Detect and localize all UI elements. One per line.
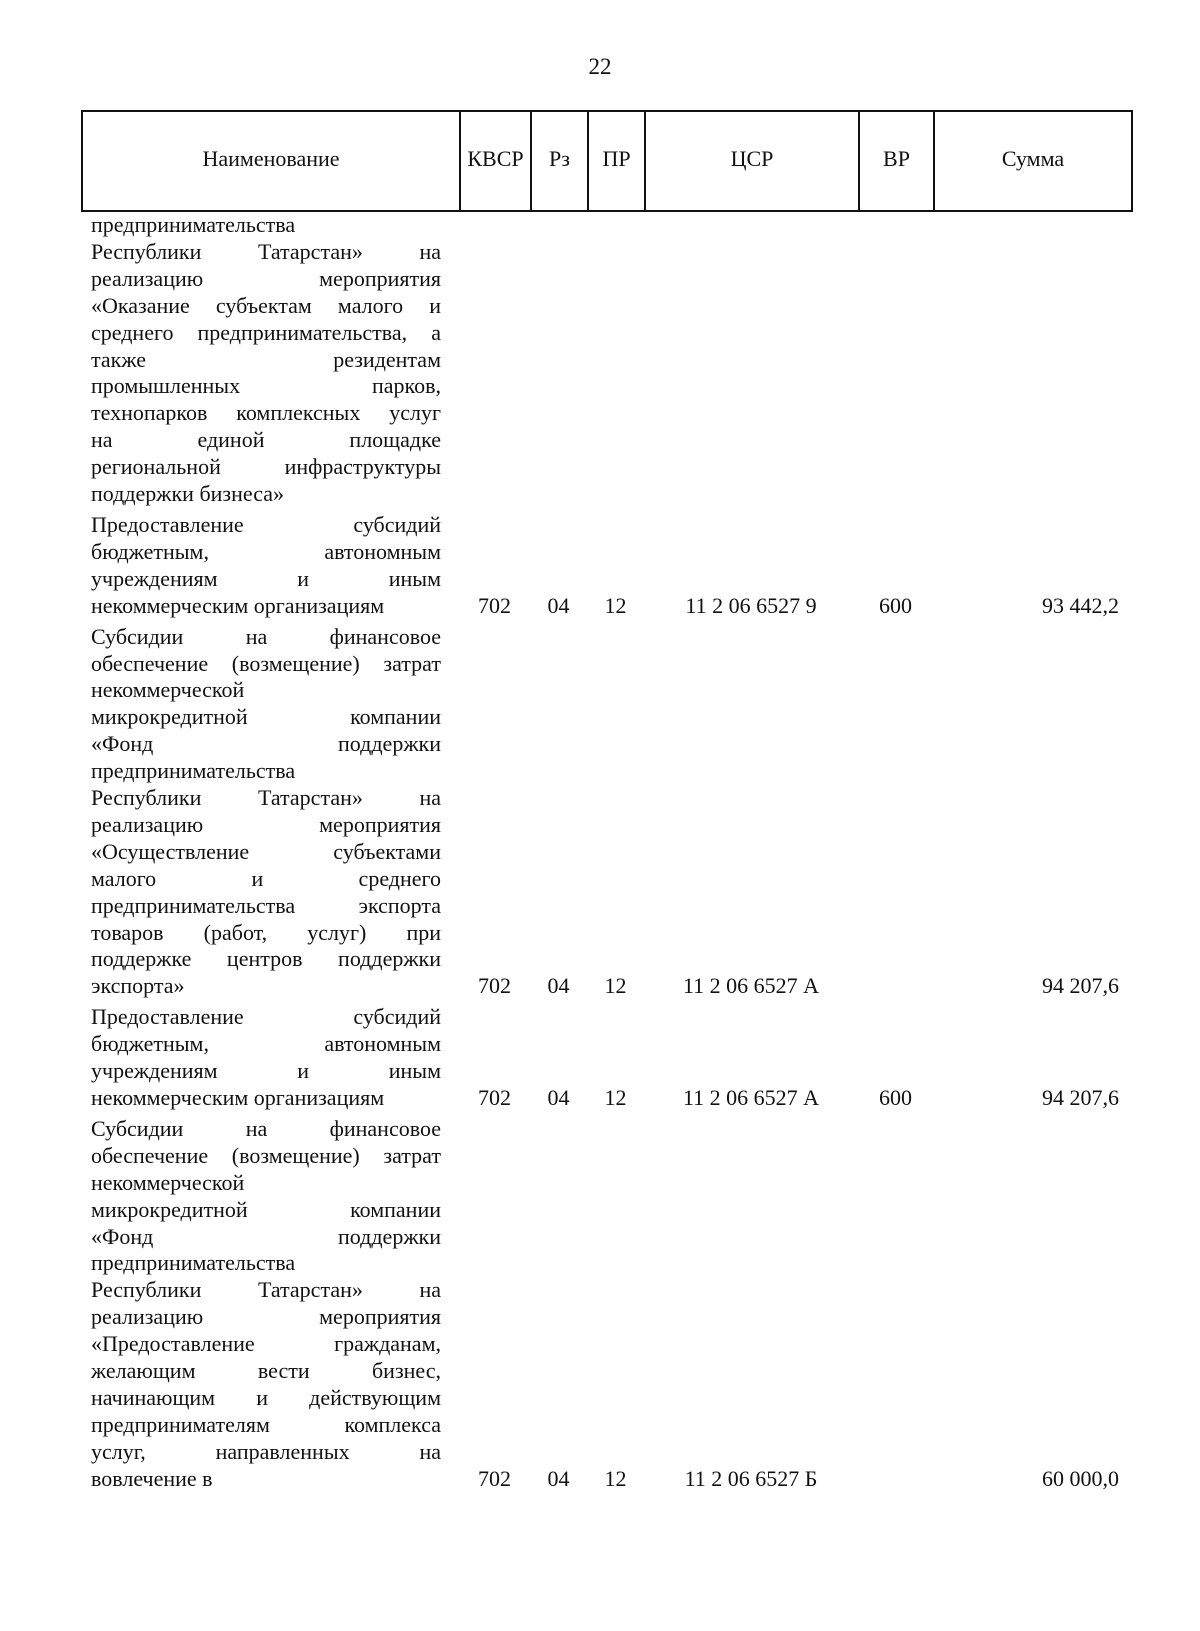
cell-pr: 12 (604, 592, 627, 618)
name-line: Субсидии на финансовое (91, 623, 441, 649)
name-line: начинающим и действующим (91, 1384, 441, 1410)
name-line: Субсидии на финансовое (91, 1115, 441, 1141)
cell-sum: 60 000,0 (1042, 1465, 1119, 1491)
cell-kvsr: 702 (478, 973, 511, 999)
cell-kvsr: 702 (478, 1085, 511, 1110)
cell-rz: 04 (547, 1085, 570, 1110)
name-line: промышленных парков, (91, 373, 441, 399)
cell-sum: 93 442,2 (1042, 592, 1119, 618)
name-line: предпринимательства (91, 212, 296, 237)
name-line: региональной инфраструктуры (91, 454, 441, 480)
name-line: желающим вести бизнес, (91, 1358, 441, 1384)
table-body (81, 212, 1133, 1493)
name-line: поддержке центров поддержки (91, 946, 441, 972)
cell-pr: 12 (604, 1085, 627, 1110)
name-line: «Оказание субъектам малого и (91, 292, 441, 318)
name-line: услуг, направленных на (91, 1438, 441, 1464)
cell-vr: 600 (879, 1085, 912, 1110)
cell-csr: 11 2 06 6527 А (682, 973, 820, 999)
name-line: Республики Татарстан» на (91, 1277, 441, 1303)
name-line: предпринимательства (91, 758, 296, 784)
cell-csr: 11 2 06 6527 А (682, 1085, 820, 1110)
name-line: «Фонд поддержки (91, 731, 441, 757)
name-line: Республики Татарстан» на (91, 238, 441, 264)
header-pr: ПР (589, 112, 646, 210)
name-line: бюджетным, автономным (91, 538, 441, 564)
cell-name (81, 512, 441, 620)
name-line: на единой площадке (91, 427, 441, 453)
name-line: реализацию мероприятия (91, 265, 441, 291)
header-name: Наименование (83, 112, 461, 210)
name-line: предпринимательства (91, 1250, 296, 1276)
name-line: также резидентам (91, 346, 441, 372)
cell-name (81, 1004, 441, 1112)
name-line: вовлечение в (91, 1465, 213, 1491)
name-line: экспорта» (91, 973, 185, 999)
name-line: учреждениям и иным (91, 1058, 441, 1084)
table-row (81, 624, 1133, 1001)
name-line: среднего предпринимательства, а (91, 319, 441, 345)
cell-rz: 04 (547, 592, 570, 618)
name-line: реализацию мероприятия (91, 811, 441, 837)
name-line: «Предоставление гражданам, (91, 1331, 441, 1357)
cell-kvsr: 702 (478, 1465, 511, 1491)
cell-sum: 94 207,6 (1042, 973, 1119, 999)
cell-csr: 11 2 06 6527 Б (684, 1465, 818, 1491)
table-row (81, 1004, 1133, 1112)
header-sum: Сумма (1001, 146, 1065, 171)
name-line: некоммерческой (91, 677, 245, 703)
name-line: обеспечение (возмещение) затрат (91, 650, 441, 676)
table-header (81, 110, 1133, 212)
cell-name (81, 212, 441, 508)
name-line: некоммерческим организациям (91, 1085, 385, 1110)
header-kvsr: КВСР (461, 112, 532, 210)
cell-name (81, 1116, 441, 1493)
header-rz: Рз (532, 112, 589, 210)
cell-sum: 94 207,6 (1042, 1085, 1119, 1110)
name-line: обеспечение (возмещение) затрат (91, 1142, 441, 1168)
name-line: учреждениям и иным (91, 565, 441, 591)
name-line: реализацию мероприятия (91, 1304, 441, 1330)
header-csr: ЦСР (646, 112, 860, 210)
name-line: «Осуществление субъектами (91, 838, 441, 864)
cell-rz: 04 (547, 973, 570, 999)
name-line: бюджетным, автономным (91, 1031, 441, 1057)
name-line: предпринимательства экспорта (91, 892, 441, 918)
name-line: Предоставление субсидий (91, 511, 441, 537)
cell-vr: 600 (879, 592, 912, 618)
name-line: технопарков комплексных услуг (91, 400, 441, 426)
name-line: «Фонд поддержки (91, 1223, 441, 1249)
name-line: товаров (работ, услуг) при (91, 919, 441, 945)
name-line: некоммерческим организациям (91, 592, 385, 618)
cell-pr: 12 (604, 973, 627, 999)
cell-rz: 04 (547, 1465, 570, 1491)
cell-pr: 12 (604, 1465, 627, 1491)
page-number: 22 (588, 54, 612, 79)
cell-name (81, 624, 441, 1001)
name-line: Предоставление субсидий (91, 1004, 441, 1030)
name-line: микрокредитной компании (91, 704, 441, 730)
cell-csr: 11 2 06 6527 9 (685, 592, 817, 618)
name-line: предпринимателям комплекса (91, 1411, 441, 1437)
name-line: поддержки бизнеса» (91, 481, 284, 507)
table-row (81, 212, 1133, 508)
table-row (81, 1116, 1133, 1493)
cell-kvsr: 702 (478, 592, 511, 618)
header-vr: ВР (860, 112, 935, 210)
name-line: малого и среднего (91, 865, 441, 891)
name-line: Республики Татарстан» на (91, 785, 441, 811)
name-line: некоммерческой (91, 1169, 245, 1195)
name-line: микрокредитной компании (91, 1196, 441, 1222)
table-row (81, 512, 1133, 620)
